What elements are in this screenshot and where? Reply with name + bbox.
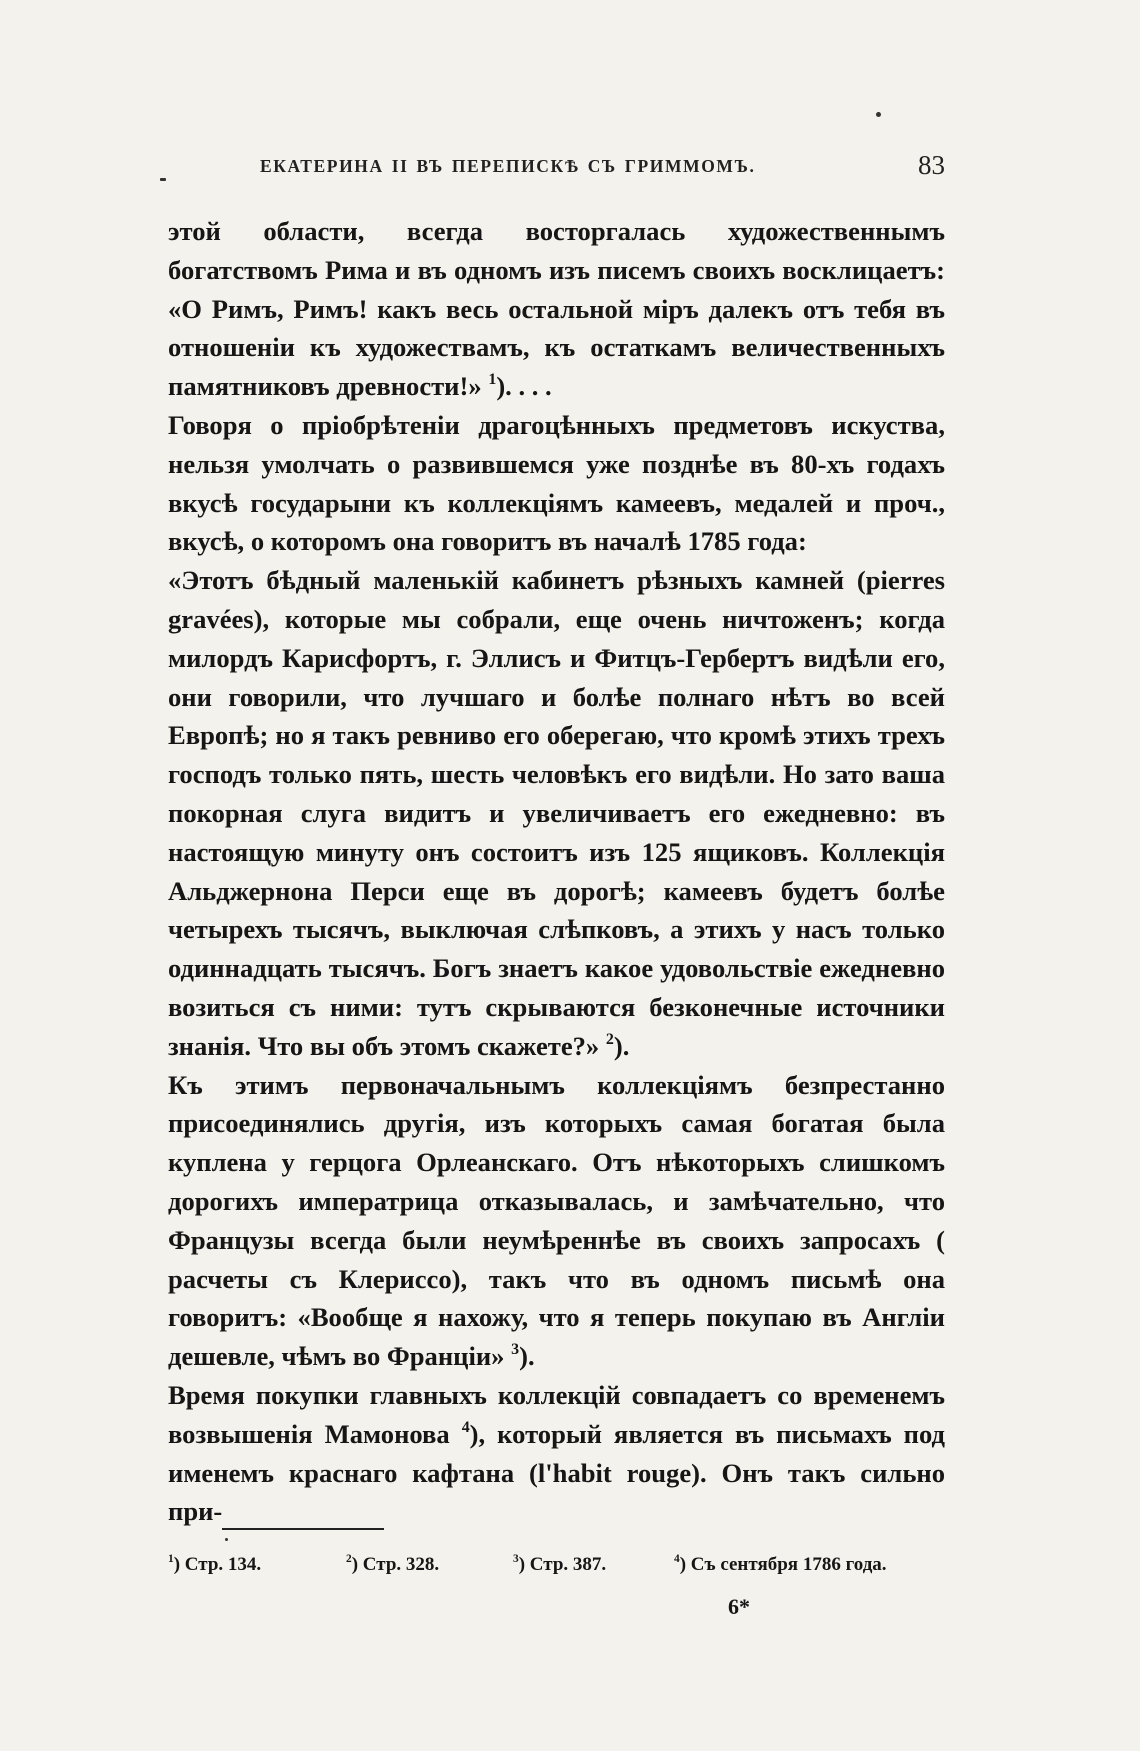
footnote-1 <box>168 1554 261 1576</box>
paragraph-4 <box>168 1066 945 1376</box>
footnote-3-text: ) Стр. 387. <box>518 1554 607 1575</box>
footnote-2-mark: 2 <box>346 1553 352 1566</box>
print-speck <box>876 112 881 117</box>
paragraph-3-tail: ). <box>613 1030 630 1061</box>
footnote-2 <box>346 1554 439 1576</box>
paragraph-2: Говоря о пріобрѣтеніи драгоцѣнныхъ предметовъ искуства, нельзя умолчать о развившемся уже позднѣе въ 80-хъ годахъ вкусѣ государыни къ коллекціямъ камеевъ, медалей и проч., вкусѣ, о которомъ она говоритъ въ началѣ 1785 года: <box>168 409 945 557</box>
footnote-3-mark: 3 <box>513 1553 519 1566</box>
paragraph-4-text: Къ этимъ первоначальнымъ коллекціямъ безпрестанно присоединялись другія, изъ которыхъ самая богатая была куплена у герцога Орлеанскаго. Отъ нѣкоторыхъ слишкомъ дорогихъ императрица отказывалась, и замѣчательно, что Французы всегда были неумѣреннѣе въ своихъ запросахъ ( расчеты съ Клериссо), такъ что въ одномъ письмѣ она говоритъ: «Вообще я нахожу, что я теперь покупаю въ Англіи дешевле, чѣмъ во Франціи» <box>168 1069 945 1372</box>
footnote-4-mark: 4 <box>674 1553 680 1566</box>
paragraph-5-text-a: Время покупки главныхъ коллекцій совпадаетъ со временемъ возвышенія Мамонова <box>168 1379 945 1449</box>
paragraph-5-text-b: ), который является въ письмахъ под именемъ краснаго кафтана (l'habit rouge). Онъ такъ сильно при- <box>168 1418 945 1527</box>
footnote-1-text: ) Стр. 134. <box>173 1554 262 1575</box>
running-title: ЕКАТЕРИНА II ВЪ ПЕРЕПИСКѢ СЪ ГРИММОМЪ. <box>260 156 756 176</box>
print-speck <box>225 1538 228 1541</box>
footnote-1-mark: 1 <box>168 1553 174 1566</box>
footnotes <box>168 1554 945 1582</box>
paragraph-5 <box>168 1376 945 1531</box>
paragraph-1-text: этой области, всегда восторгалась художественнымъ богатствомъ Рима и въ одномъ изъ писемъ своихъ восклицаетъ: «О Римъ, Римъ! какъ весь остальной міръ далекъ отъ тебя въ отношеніи къ художествамъ, къ остаткамъ величественныхъ памятниковъ древности!» <box>168 216 945 402</box>
footnote-ref-2[interactable]: 2 <box>605 1030 614 1048</box>
footnote-ref-1[interactable]: 1 <box>488 371 497 389</box>
paragraph-3-text: «Этотъ бѣдный маленькій кабинетъ рѣзныхъ камней (pierres gravées), которые мы собрали, еще очень ничтоженъ; когда милордъ Карисфортъ, г. Эллисъ и Фитцъ-Гербертъ видѣли его, они говорили, что лучшаго и болѣе полнаго нѣтъ во всей Европѣ; но я такъ ревниво его оберегаю, что кромѣ этихъ трехъ господъ только пять, шесть человѣкъ его видѣли. Но зато ваша покорная слуга видитъ и увеличиваетъ его ежедневно: въ настоящую минуту онъ состоитъ изъ 125 ящиковъ. Коллекція Альджернона Перси еще въ дорогѣ; камеевъ будетъ болѣе четырехъ тысячъ, выключая слѣпковъ, а этихъ у насъ только одиннадцать тысячъ. Богъ знаетъ какое удовольствіе ежедневно возиться съ ними: тутъ скрываются безконечные источники знанія. Что вы объ этомъ скажете?» <box>168 565 945 1061</box>
print-speck <box>160 178 166 181</box>
paragraph-1 <box>168 212 945 406</box>
paragraph-1-tail: ). . . . <box>496 371 552 402</box>
paragraph-4-tail: ). <box>519 1341 535 1372</box>
footnote-ref-4[interactable]: 4 <box>461 1418 470 1436</box>
footnote-3 <box>513 1554 606 1576</box>
footnote-rule <box>222 1528 384 1530</box>
footnote-4 <box>674 1554 887 1576</box>
running-head <box>168 152 945 192</box>
body-text <box>168 212 945 1531</box>
signature-mark: 6* <box>728 1594 750 1619</box>
paragraph-3-quote <box>168 561 945 1065</box>
footnote-4-text: ) Съ сентября 1786 года. <box>679 1554 887 1575</box>
page-number: 83 <box>918 150 945 180</box>
footnote-2-text: ) Стр. 328. <box>351 1554 440 1575</box>
footnote-ref-3[interactable]: 3 <box>511 1340 520 1358</box>
